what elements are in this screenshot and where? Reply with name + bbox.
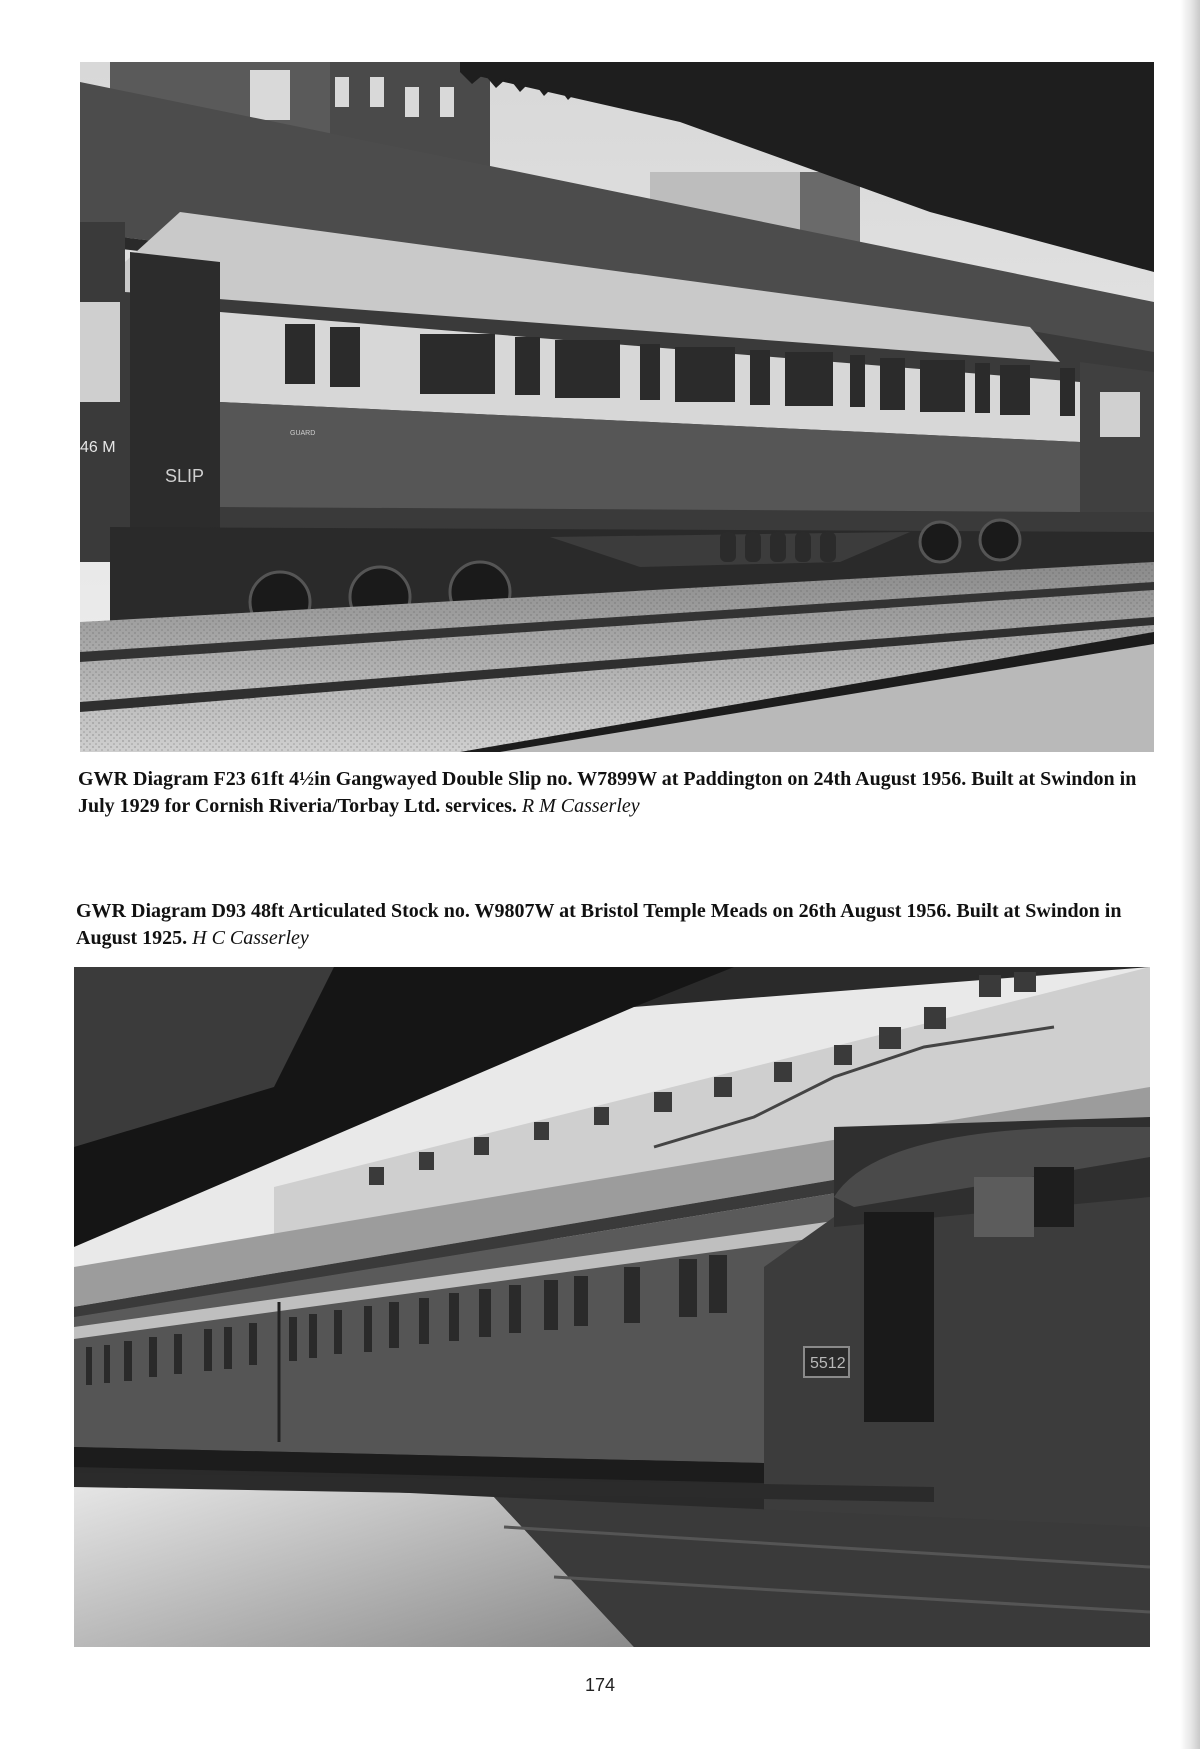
- caption-paddington-text: GWR Diagram F23 61ft 4½in Gangwayed Double Slip no. W7899W at Paddington on 24th August 1956. Built at Swindon in July 1929 for Cornish Riveria/Torbay Ltd. services.: [78, 768, 1137, 817]
- photo-paddington-illustration: [80, 62, 1154, 752]
- page-number: 174: [584, 1675, 616, 1695]
- photo-bristol-illustration: [74, 967, 1150, 1647]
- caption-bristol-credit: H C Casserley: [192, 927, 309, 949]
- caption-bristol: [76, 898, 1156, 952]
- caption-paddington: [78, 766, 1158, 820]
- photo-paddington-slip-coach: [80, 62, 1154, 752]
- page-edge-shadow: [1180, 0, 1200, 1749]
- caption-paddington-credit: R M Casserley: [521, 795, 640, 817]
- adjacent-coach-marking: 46 M: [80, 439, 116, 456]
- guard-marking: GUARD: [290, 430, 316, 437]
- photo-bristol-articulated-stock: [74, 967, 1150, 1647]
- slip-marking: SLIP: [165, 466, 205, 486]
- locomotive-number-plate: 5512: [810, 1355, 846, 1372]
- caption-bristol-text: GWR Diagram D93 48ft Articulated Stock no. W9807W at Bristol Temple Meads on 26th August 1956. Built at Swindon in August 1925.: [76, 900, 1122, 949]
